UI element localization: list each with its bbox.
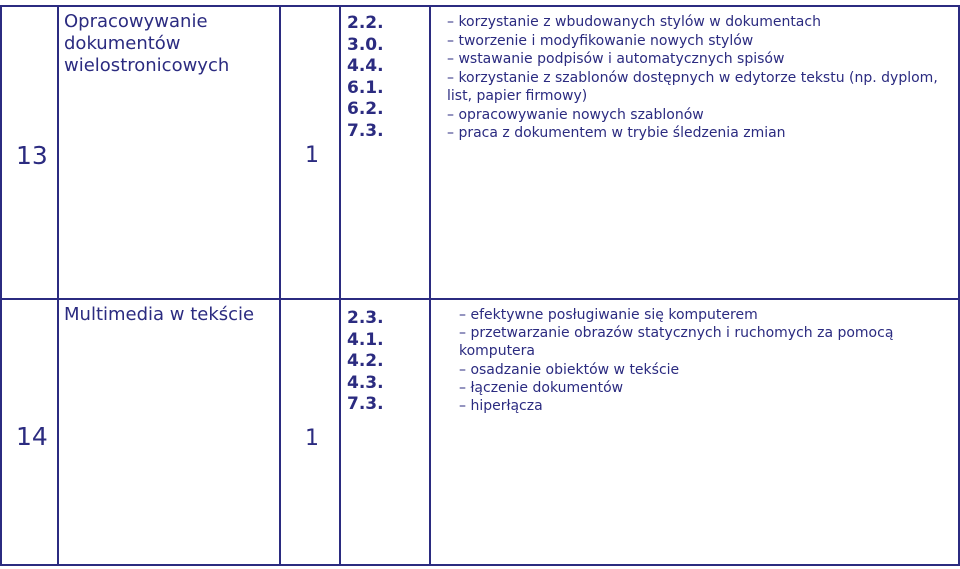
requirements-cell [339,5,431,298]
list-item: – opracowywanie nowych szablonów [447,106,704,123]
requirement-ref: 3.0. [347,34,384,55]
list-item: – praca z dokumentem w trybie śledzenia zmian [447,125,786,141]
topic-title: Opracowywanie dokumentów wielostronicowych [64,11,230,76]
list-item: – hiperłącza [459,398,543,415]
topic-cell [57,5,281,298]
list-item: – przetwarzanie obrazów statycznych i ruchomych za pomocą komputera [459,325,894,360]
hours-value: 1 [305,426,319,451]
skills-list [447,13,952,143]
requirement-ref: 4.3. [347,372,384,393]
topic-title: Multimedia w tekście [64,304,255,325]
requirement-ref: 4.2. [347,351,384,371]
table-row [0,5,958,298]
requirement-ref: 4.4. [347,56,384,76]
description-cell [429,5,960,298]
list-item: – wstawanie podpisów i automatycznych spisów [447,51,785,67]
requirement-ref: 7.3. [347,120,384,141]
list-item: – korzystanie z szablonów dostępnych w edytorze tekstu (np. dyplom, list, papier firmowy) [447,69,938,104]
description-cell [429,298,960,566]
list-item: – korzystanie z wbudowanych stylów w dokumentach [447,14,821,30]
requirement-ref: 6.2. [347,99,384,119]
lesson-number-cell [0,5,59,298]
requirements-list [347,308,384,416]
list-item: – łączenie dokumentów [459,379,624,396]
requirement-ref: 7.3. [347,394,384,414]
requirements-list [347,13,384,142]
requirements-cell [339,298,431,566]
hours-cell [279,298,341,566]
table-row [0,298,958,566]
lesson-number: 13 [16,141,48,170]
list-item: – tworzenie i modyfikowanie nowych stylów [447,32,754,49]
list-item: – osadzanie obiektów w tekście [459,361,680,378]
requirement-ref: 2.2. [347,13,384,33]
list-item: – efektywne posługiwanie się komputerem [459,307,758,323]
skills-list [459,306,929,415]
requirement-ref: 6.1. [347,77,384,98]
topic-cell [57,298,281,566]
requirement-ref: 4.1. [347,329,384,350]
lesson-number: 14 [16,422,48,451]
lesson-number-cell [0,298,59,566]
requirement-ref: 2.3. [347,308,384,328]
hours-cell [279,5,341,298]
hours-value: 1 [305,143,319,168]
